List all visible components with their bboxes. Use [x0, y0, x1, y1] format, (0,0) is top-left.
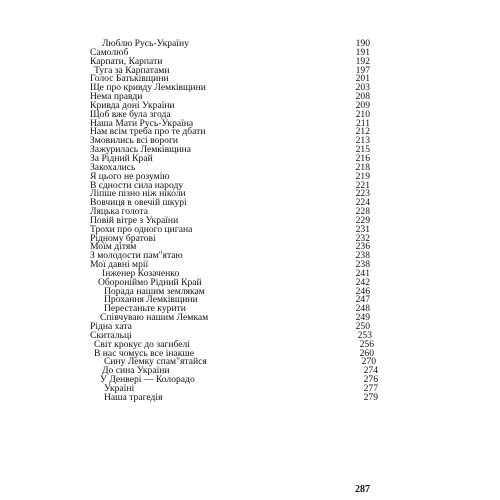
toc-entry-page: 221 [355, 179, 370, 191]
toc-entry-page: 228 [355, 206, 370, 218]
toc-entry-title: В єдности сила народу [90, 179, 184, 191]
toc-entry-title: Ще про кривду Лемківщини [90, 82, 206, 94]
toc-entry-title: Зажурилась Лемківщина [90, 144, 192, 156]
toc-entry-title: Самолюб [90, 46, 129, 58]
toc-entry-page: 249 [355, 312, 370, 324]
toc-entry-title: Прохання Лемківщини [104, 294, 198, 306]
toc-entry-title: Співчуваю нашим Лемкам [100, 312, 209, 324]
toc-entry-title: Наша Мати Русь-Україна [90, 117, 194, 129]
toc-entry-title: Світ крокує до загибелі [94, 338, 190, 350]
toc-entry-page: 276 [363, 374, 378, 386]
toc-entry-page: 241 [355, 267, 370, 279]
toc-entry-title: Порада нашим землякам [104, 285, 205, 297]
toc-entry-page: 201 [355, 73, 370, 85]
toc-entry-title: Перестаньте курити [104, 303, 186, 315]
toc-entry-title: Сину Лемку спам"ятайся [104, 356, 207, 368]
toc-entry-page: 279 [363, 391, 378, 403]
toc-entry-page: 238 [355, 259, 370, 271]
toc-entry-page: 212 [355, 126, 370, 138]
toc-entry-title: Закохались [90, 161, 136, 173]
toc-entry-title: Кривда доні України [90, 99, 175, 111]
toc-entry-page: 209 [355, 99, 370, 111]
toc-entry-page: 242 [355, 276, 370, 288]
toc-entry-title: Моїм дітям [90, 241, 137, 253]
toc-entry-page: 224 [355, 197, 370, 209]
toc-entry-page: 203 [355, 82, 370, 94]
toc-entry-title: В нас чомусь все інакше [94, 347, 195, 359]
toc-entry-page: 218 [355, 161, 370, 173]
toc-entry-page: 250 [355, 321, 370, 332]
toc-entry-title: Карпати, Карпати [90, 55, 163, 67]
toc-entry-title: Обороніймо Рідний Край [98, 276, 202, 288]
toc-entry-title: Ліпше пізно ніж ніколи [90, 188, 186, 200]
toc-entry-page: 216 [355, 152, 370, 164]
toc-entry-title: Мої давні мрії [90, 259, 149, 271]
toc-entry-title: До сина України [102, 365, 170, 377]
toc-entry-title: Україні [104, 382, 135, 394]
toc-entry-page: 192 [355, 55, 370, 67]
toc-entry-page: 210 [355, 108, 370, 120]
toc-entry-page: 270 [361, 356, 376, 368]
toc-entry-page: 229 [355, 214, 370, 226]
toc-entry-title: Трохи про одного цигана [90, 223, 193, 235]
toc-entry-page: 232 [355, 232, 370, 244]
toc-entry-page: 219 [355, 170, 370, 182]
toc-entry-page: 231 [355, 223, 370, 235]
toc-entry-page: 190 [355, 38, 370, 49]
table-of-contents [90, 38, 378, 403]
toc-entry [90, 40, 370, 49]
toc-entry-page: 208 [355, 91, 370, 103]
toc-entry-page: 191 [355, 46, 370, 58]
toc-entry-title: Нам всім треба про те дбати [90, 126, 206, 138]
toc-entry [90, 323, 370, 332]
toc-entry-title: Скитальці [90, 329, 132, 341]
toc-entry [90, 314, 370, 323]
toc-entry-title: Повій вітре з України [90, 214, 179, 226]
toc-entry-title: Рідна хата [90, 321, 132, 332]
toc-entry-page: 248 [355, 303, 370, 315]
toc-entry-page: 223 [355, 188, 370, 200]
toc-entry-title: Люблю Русь-Україну [102, 38, 189, 49]
toc-entry-title: У Денвері — Колорадо [100, 374, 195, 386]
toc-entry-page: 256 [359, 338, 374, 350]
toc-entry-title: Нема правди [90, 91, 143, 103]
toc-entry-page: 215 [355, 144, 370, 156]
page-number: 287 [355, 484, 370, 495]
toc-entry [90, 391, 378, 403]
toc-entry-title: Ляцька голота [90, 206, 148, 218]
toc-entry-title: З молодости пам"ятаю [90, 250, 183, 262]
toc-entry-title: Я цього не розумію [90, 170, 170, 182]
toc-entry-page: 274 [363, 365, 378, 377]
toc-entry-title: Туга за Карпатами [94, 64, 170, 76]
toc-entry-page: 247 [355, 294, 370, 306]
toc-entry-title: Вовчиця в овечій шкурі [90, 197, 187, 209]
toc-entry-page: 253 [357, 329, 372, 341]
toc-entry-page: 213 [355, 135, 370, 147]
toc-entry-page: 197 [355, 64, 370, 76]
toc-entry-title: Рідному братові [90, 232, 156, 244]
toc-entry-page: 277 [363, 382, 378, 394]
toc-entry-title: Змовились всі вороги [90, 135, 179, 147]
toc-entry-page: 236 [355, 241, 370, 253]
toc-entry-page: 211 [355, 117, 370, 129]
toc-entry-page: 246 [355, 285, 370, 297]
toc-entry-title: За Рідний Край [90, 152, 153, 164]
toc-entry-title: Наша трагедія [104, 391, 163, 403]
toc-entry-page: 238 [355, 250, 370, 262]
toc-entry-title: Інженер Козаченко [102, 267, 180, 279]
toc-entry-title: Голос Батьківщини [90, 73, 169, 85]
toc-entry-page: 260 [359, 347, 374, 359]
toc-entry-title: Щоб вже була згода [90, 108, 171, 120]
